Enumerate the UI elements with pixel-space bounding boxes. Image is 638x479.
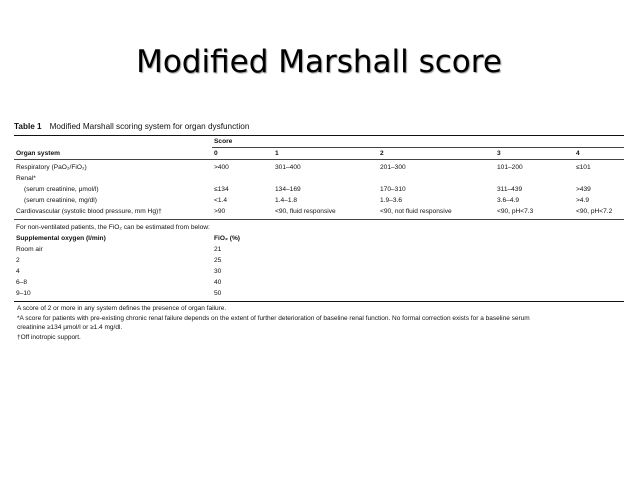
marshall-table	[14, 122, 624, 342]
oxygen-cell: Room air	[16, 246, 43, 253]
score-header-row	[14, 136, 624, 147]
fio2-cell: 40	[214, 279, 222, 286]
oxygen-cell: 6–8	[16, 279, 28, 286]
table-caption-text: Modified Marshall scoring system for organ dysfunction	[49, 122, 250, 131]
cell: >439	[576, 186, 591, 193]
cell: 3.6–4.9	[497, 197, 519, 204]
footnote: creatinine ≥134 μmol/l or ≥1.4 mg/dl.	[17, 324, 123, 331]
row-label: Respiratory (PaO₂/FiO₂)	[16, 164, 87, 171]
fio2-header: FiO₂ (%)	[214, 235, 241, 242]
cell: 170–310	[380, 186, 406, 193]
score-col-0: 0	[214, 150, 218, 157]
fio2-cell: 21	[214, 246, 222, 253]
fio2-note: For non-ventilated patients, the FiO₂ can be estimated from below:	[16, 224, 210, 231]
cell: <90, pH<7.2	[576, 208, 613, 215]
organ-system-header: Organ system	[16, 150, 60, 157]
table-caption	[14, 122, 624, 131]
table-row	[14, 173, 624, 184]
cell: >4.9	[576, 197, 590, 204]
row-label: Cardiovascular (systolic blood pressure, mm Hg)†	[16, 208, 162, 215]
table-row	[14, 266, 624, 277]
score-col-4: 4	[576, 150, 580, 157]
score-header: Score	[214, 138, 233, 145]
score-col-3: 3	[497, 150, 501, 157]
cell: 1.9–3.6	[380, 197, 402, 204]
cell: 301–400	[275, 164, 301, 171]
table-row	[14, 184, 624, 195]
table-row	[14, 162, 624, 173]
footnote: A score of 2 or more in any system defines the presence of organ failure.	[17, 305, 227, 312]
fio2-cell: 25	[214, 257, 222, 264]
cell: ≤134	[214, 186, 229, 193]
footnote: *A score for patients with pre-existing chronic renal failure depends on the extent of further deterioration of baseline renal function. No formal correction exists for a baseline serum	[17, 314, 530, 322]
cell: <1.4	[214, 197, 228, 204]
row-label: (serum creatinine, μmol/l)	[24, 186, 99, 193]
cell: 1.4–1.8	[275, 197, 297, 204]
row-label: (serum creatinine, mg/dl)	[24, 197, 97, 204]
score-col-1: 1	[275, 150, 279, 157]
cell: >90	[214, 208, 226, 215]
fio2-note-row	[14, 222, 624, 233]
cell: <90, fluid responsive	[275, 208, 336, 215]
cell: <90, pH<7.3	[497, 208, 534, 215]
column-header-row	[14, 148, 624, 159]
fio2-cell: 50	[214, 290, 222, 297]
cell: 134–169	[275, 186, 301, 193]
score-col-2: 2	[380, 150, 384, 157]
cell: 201–300	[380, 164, 406, 171]
cell: 101–200	[497, 164, 523, 171]
table-row	[14, 244, 624, 255]
table-row	[14, 206, 624, 217]
footnote: †Off inotropic support.	[17, 333, 81, 341]
cell: ≤101	[576, 164, 591, 171]
cell: >400	[214, 164, 229, 171]
oxygen-cell: 4	[16, 268, 20, 275]
oxygen-header: Supplemental oxygen (l/min)	[16, 235, 106, 242]
cell: <90, not fluid responsive	[380, 208, 452, 215]
table-row	[14, 195, 624, 206]
table-label: Table 1	[14, 122, 42, 131]
table-row	[14, 277, 624, 288]
table-row	[14, 255, 624, 266]
table-row	[14, 288, 624, 299]
oxygen-header-row	[14, 233, 624, 244]
oxygen-cell: 9–10	[16, 290, 31, 297]
fio2-cell: 30	[214, 268, 222, 275]
row-label: Renal*	[16, 175, 36, 182]
oxygen-cell: 2	[16, 257, 20, 264]
slide-title: Modified Marshall score	[136, 44, 502, 80]
cell: 311–439	[497, 186, 523, 193]
